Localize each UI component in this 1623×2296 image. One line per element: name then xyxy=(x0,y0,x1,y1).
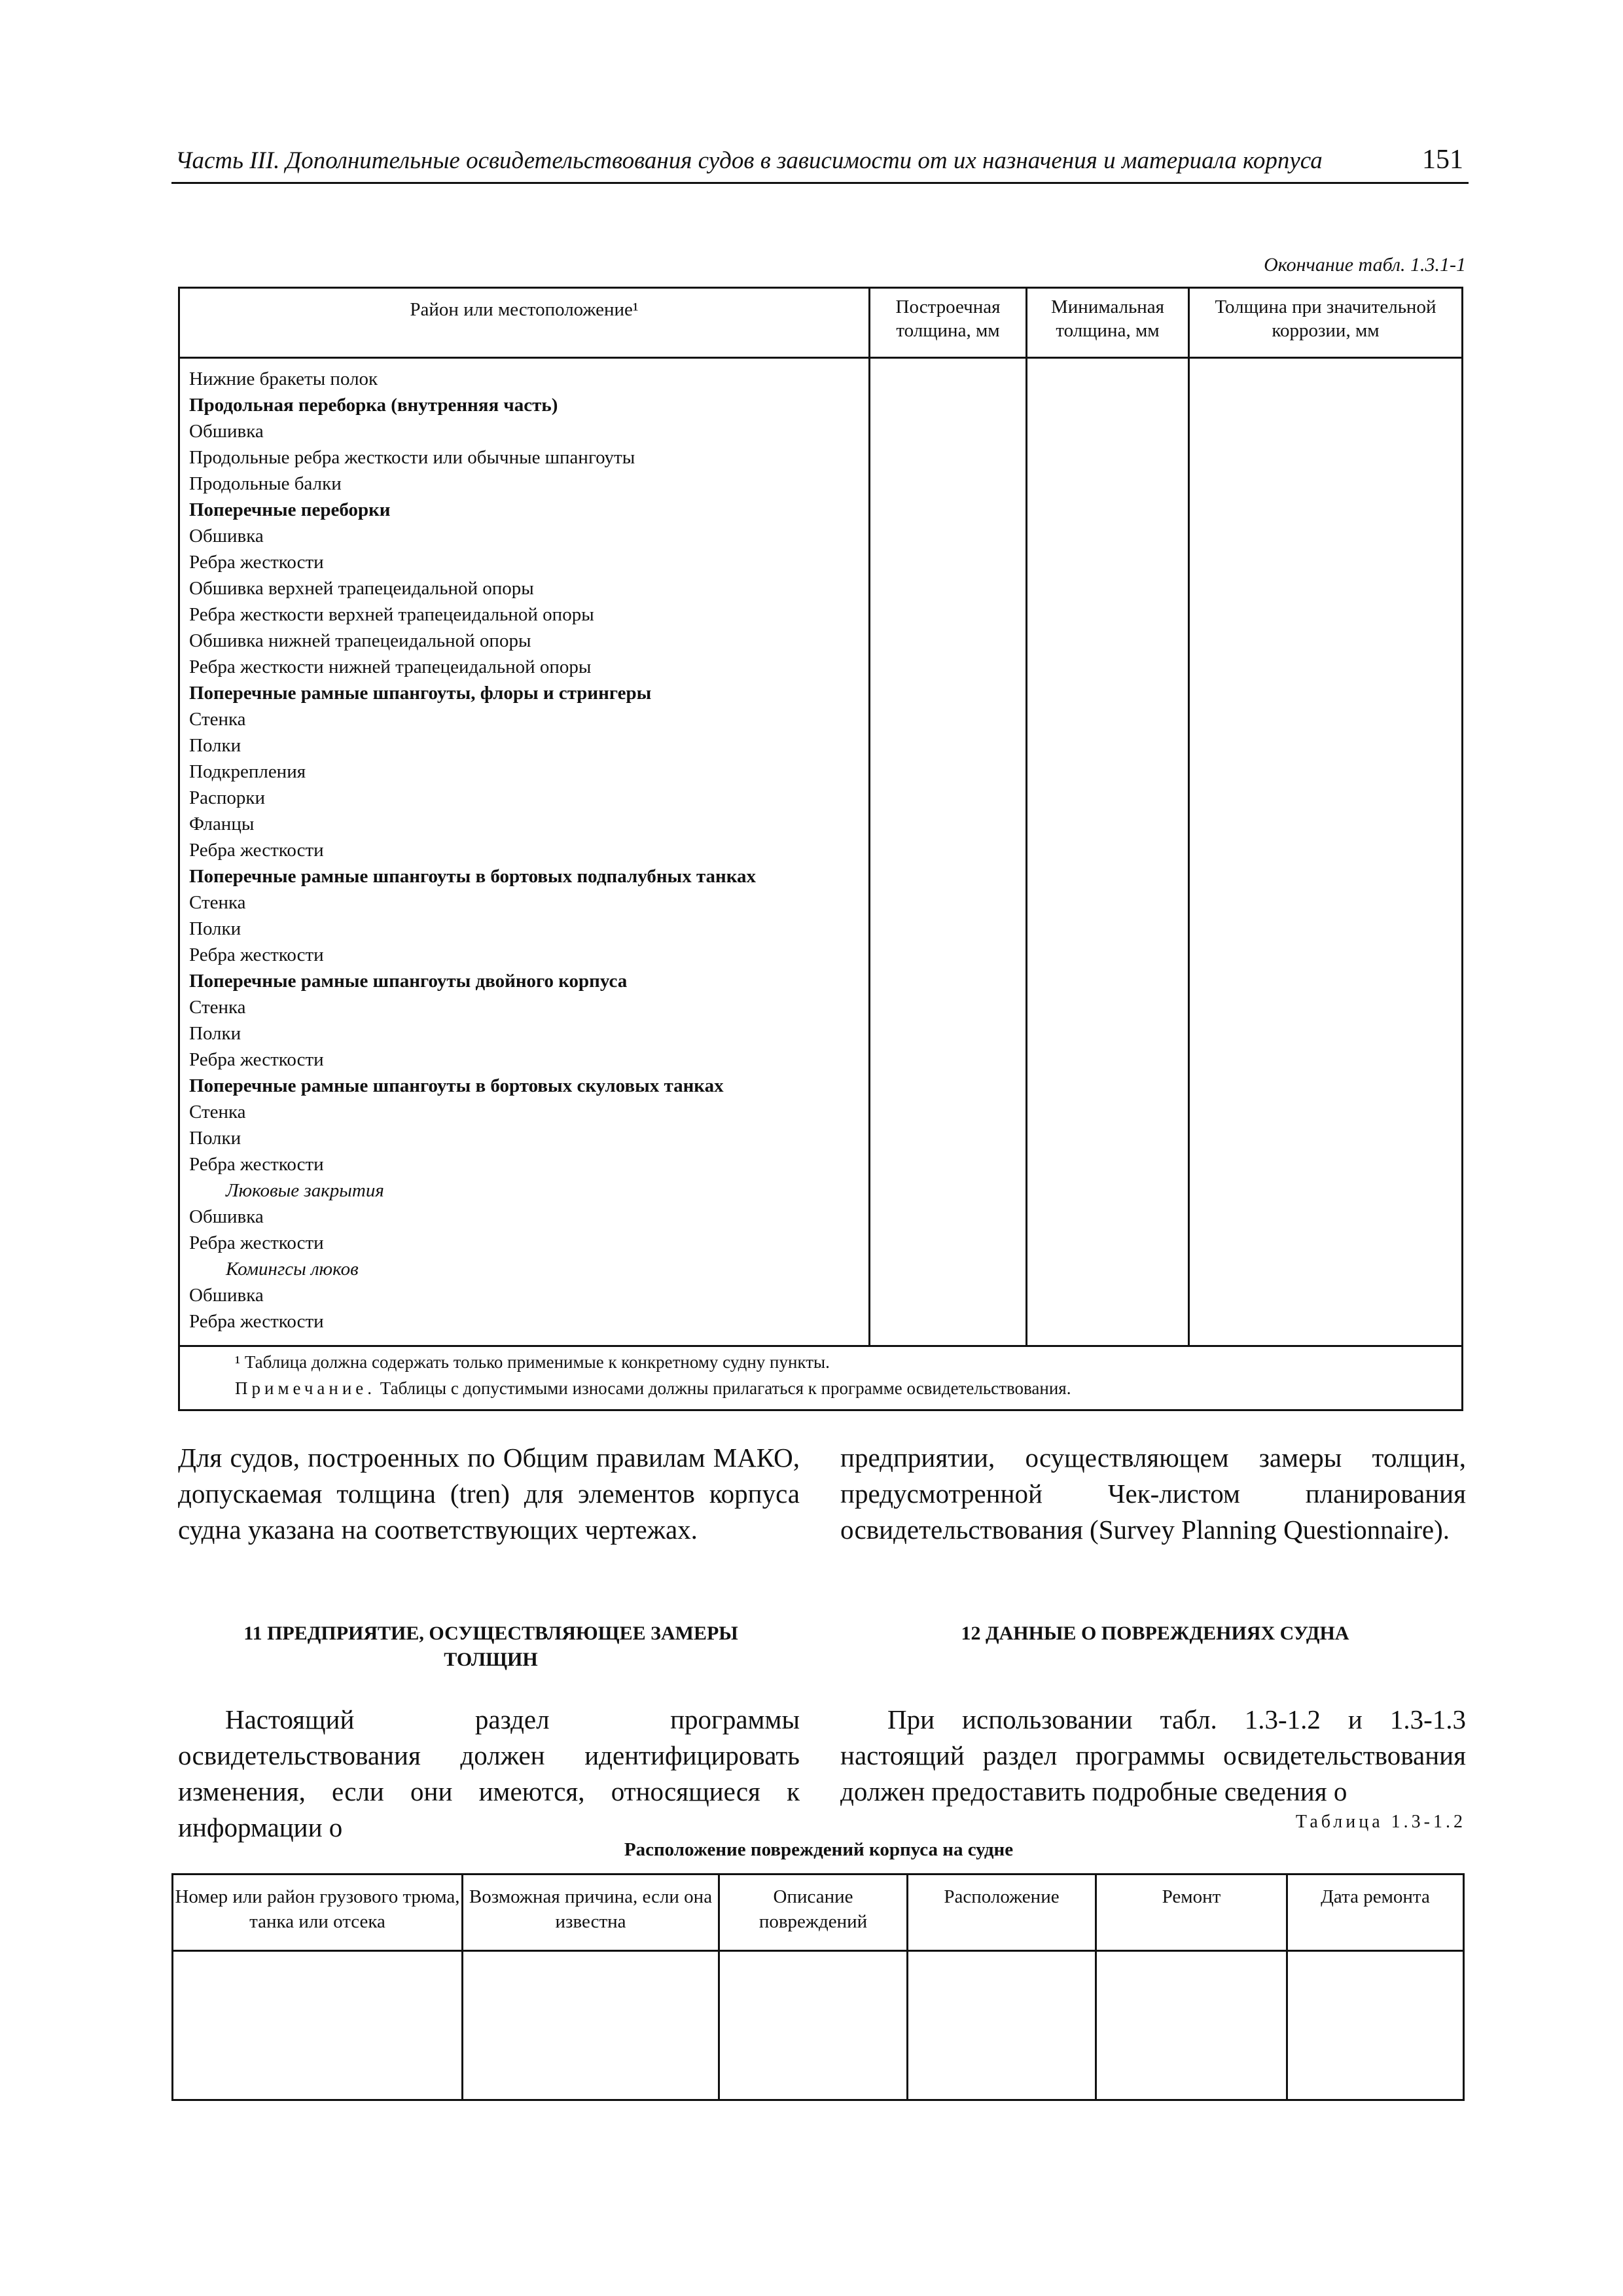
table2-header-rule xyxy=(173,1950,1463,1952)
table1-header-minimum: Минимальная толщина, мм xyxy=(1050,296,1165,341)
table1-row: Стенка xyxy=(189,997,246,1018)
table1-row: Обшивка xyxy=(189,421,264,442)
table1-row: Поперечные рамные шпангоуты в бортовых подпалубных танках xyxy=(189,866,757,887)
table1-header-as-built: Построечная толщина, мм xyxy=(895,296,1001,341)
page-number: 151 xyxy=(1422,145,1463,175)
table1-row: Полки xyxy=(189,1128,241,1149)
table1-notes-rule xyxy=(180,1345,1461,1347)
paragraph-right-1-text: предприятии, осуществляющем замеры толщин, предусмотренной Чек-листом планирования освидетельствования (Survey Planning Questionnaire). xyxy=(840,1443,1466,1545)
running-header-text: Часть III. Дополнительные освидетельствования судов в зависимости от их назначения и материала корпуса xyxy=(175,147,1323,174)
section-12-text: При использовании табл. 1.3-1.2 и 1.3-1.3 настоящий раздел программы освидетельствования должен предоставить подробные сведения о xyxy=(840,1704,1466,1806)
table1-row: Ребра жесткости xyxy=(189,1154,324,1175)
section-11-paragraph xyxy=(178,1702,800,1846)
table1-row: Обшивка xyxy=(189,526,264,547)
table1-row: Ребра жесткости xyxy=(189,1232,324,1253)
table2-header-cause: Возможная причина, если она известна xyxy=(469,1886,713,1932)
table1-row: Полки xyxy=(189,735,241,756)
table1-row: Обшивка нижней трапецеидальной опоры xyxy=(189,630,531,651)
table2-header-repair-date: Дата ремонта xyxy=(1321,1886,1430,1907)
running-header xyxy=(171,143,1469,184)
table1-row: Ребра жесткости нижней трапецеидальной опоры xyxy=(189,656,592,677)
note-text: Таблицы с допустимыми износами должны прилагаться к программе освидетельствования. xyxy=(376,1378,1071,1398)
note-label: Примечание. xyxy=(235,1378,376,1398)
table1-row: Обшивка xyxy=(189,1206,264,1227)
paragraph-left-1 xyxy=(178,1440,800,1548)
table1-row: Ребра жесткости xyxy=(189,1049,324,1070)
table1-row: Полки xyxy=(189,918,241,939)
table1-row-list xyxy=(189,366,1040,1335)
section-12-paragraph xyxy=(840,1702,1466,1810)
table1-divider xyxy=(1188,289,1190,1346)
table1-row: Подкрепления xyxy=(189,761,306,782)
table2-header-description: Описание повреждений xyxy=(758,1886,868,1932)
table2-header-compartment: Номер или район грузового трюма, танка или отсека xyxy=(175,1886,460,1932)
table1-header-location: Район или местоположение¹ xyxy=(410,299,639,320)
table1-row: Ребра жесткости xyxy=(189,944,324,965)
table1-row: Обшивка верхней трапецеидальной опоры xyxy=(189,578,534,599)
paragraph-left-1-text: Для судов, построенных по Общим правилам МАКО, допускаемая толщина (tren) для элементов корпуса судна указана на соответствующих чертежах. xyxy=(178,1443,800,1545)
table1-row: Стенка xyxy=(189,892,246,913)
table1-notes xyxy=(235,1349,1452,1401)
table1-row: Стенка xyxy=(189,709,246,730)
section-12-heading: 12 ДАННЫЕ О ПОВРЕЖДЕНИЯХ СУДНА xyxy=(961,1623,1349,1644)
table2-label: Таблица 1.3-1.2 xyxy=(1295,1812,1466,1832)
table1-row: Ребра жесткости xyxy=(189,1311,324,1332)
table1-row: Нижние бракеты полок xyxy=(189,368,378,389)
table1-row: Поперечные рамные шпангоуты двойного корпуса xyxy=(189,971,628,992)
table1-header-rule xyxy=(180,357,1461,359)
table1-row: Продольные балки xyxy=(189,473,342,494)
table1-row: Поперечные рамные шпангоуты, флоры и стрингеры xyxy=(189,683,652,704)
table1-row: Стенка xyxy=(189,1102,246,1122)
table1-header-substantial-corrosion: Толщина при значительной коррозии, мм xyxy=(1215,296,1436,341)
table1-row: Фланцы xyxy=(189,814,255,834)
table1-row: Ребра жесткости верхней трапецеидальной опоры xyxy=(189,604,594,625)
table2-title: Расположение повреждений корпуса на судне xyxy=(624,1839,1014,1860)
table1-row: Люковые закрытия xyxy=(226,1180,384,1201)
table2-header-repair: Ремонт xyxy=(1162,1886,1221,1907)
table1-note xyxy=(235,1375,1452,1401)
table1-row: Ребра жесткости xyxy=(189,552,324,573)
table1-row: Полки xyxy=(189,1023,241,1044)
table1-row: Продольная переборка (внутренняя часть) xyxy=(189,395,558,416)
table1-row: Продольные ребра жесткости или обычные шпангоуты xyxy=(189,447,635,468)
table2-header-location: Расположение xyxy=(944,1886,1060,1907)
table1-row: Обшивка xyxy=(189,1285,264,1306)
table1-row: Поперечные переборки xyxy=(189,499,391,520)
thickness-table xyxy=(178,287,1463,1411)
table1-footnote: ¹ Таблица должна содержать только применимые к конкретному судну пункты. xyxy=(235,1352,830,1372)
section-11-text: Настоящий раздел программы освидетельствования должен идентифицировать изменения, если они имеются, относящиеся к информации о xyxy=(178,1704,800,1842)
table1-row: Поперечные рамные шпангоуты в бортовых скуловых танках xyxy=(189,1075,724,1096)
table1-row: Распорки xyxy=(189,787,265,808)
damage-location-table xyxy=(171,1873,1465,2101)
table1-row: Ребра жесткости xyxy=(189,840,324,861)
paragraph-right-1 xyxy=(840,1440,1466,1548)
table1-caption: Окончание табл. 1.3.1-1 xyxy=(1264,254,1466,276)
section-11-heading: 11 ПРЕДПРИЯТИЕ, ОСУЩЕСТВЛЯЮЩЕЕ ЗАМЕРЫ ТОЛЩИН xyxy=(243,1623,738,1670)
table1-row: Комингсы люков xyxy=(226,1259,359,1280)
